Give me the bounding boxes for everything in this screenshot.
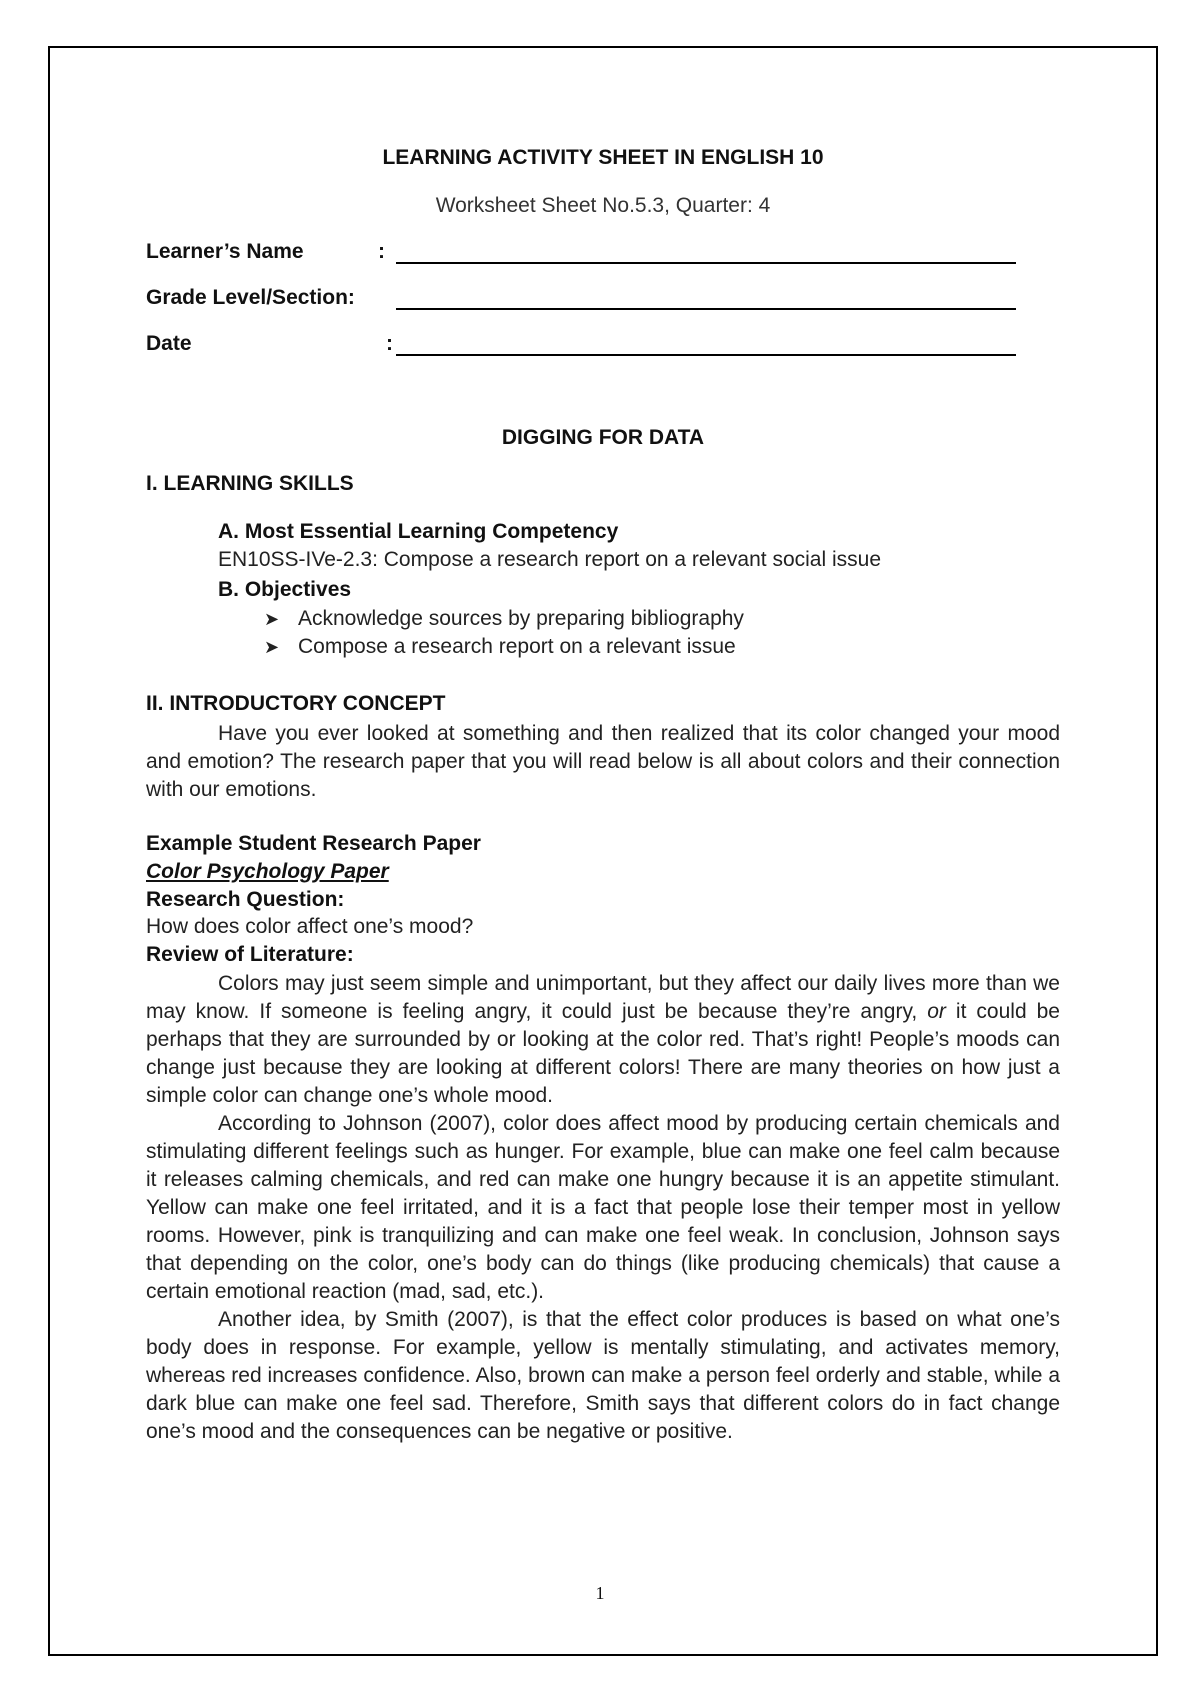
arrow-bullet-icon: ➤ <box>264 609 280 629</box>
grade-section-label: Grade Level/Section: <box>146 286 355 309</box>
paper-label: Example Student Research Paper <box>146 832 481 855</box>
paper-title: Color Psychology Paper <box>146 860 389 883</box>
page-number: 1 <box>595 1583 605 1603</box>
worksheet-subtitle: Worksheet Sheet No.5.3, Quarter: 4 <box>435 194 771 217</box>
objectives-heading: B. Objectives <box>218 578 352 601</box>
competency-heading: A. Most Essential Learning Competency <box>218 520 619 543</box>
date-label: Date <box>146 332 192 355</box>
review-paragraph-1: Colors may just seem simple and unimportant, but they affect our daily lives more than we may know. If someone is feeling angry, it could just be because they’re angry, or it could be perhaps that they are surrounded by or looking at the color red. That’s right! People’s moods can change just because they are looking at different colors! There are many theories on how just a simple color can change one’s whole mood. <box>146 972 1060 1107</box>
review-body <box>146 970 1060 1446</box>
review-paragraph-2: According to Johnson (2007), color does affect mood by producing certain chemicals and stimulating different feelings such as hunger. For example, blue can make one feel calm because it releases calming chemicals, and red can make one hungry because it is an appetite stimulant. Yellow can make one feel irritated, and it is a fact that people lose their temper most in yellow rooms. However, pink is tranquilizing and can make one feel weak. In conclusion, Johnson says that depending on the color, one’s body can do things (like producing chemicals) that cause a certain emotional reaction (mad, sad, etc.). <box>146 1112 1060 1303</box>
grade-section-field <box>146 286 355 310</box>
introductory-concept-heading: II. INTRODUCTORY CONCEPT <box>146 692 446 715</box>
date-blank[interactable] <box>396 354 1016 356</box>
learner-name-field <box>146 240 385 264</box>
activity-title: DIGGING FOR DATA <box>501 426 705 449</box>
objective-item: ➤ Compose a research report on a relevant issue <box>264 635 736 658</box>
grade-section-blank[interactable] <box>396 308 1016 310</box>
research-question-label: Research Question: <box>146 888 345 911</box>
review-paragraph-3: Another idea, by Smith (2007), is that the effect color produces is based on what one’s body does in response. For example, yellow is mentally stimulating, and activates memory, whereas red increases confidence. Also, brown can make a person feel orderly and stable, while a dark blue can make one feel sad. Therefore, Smith says that different colors do in fact change one’s mood and the consequences can be negative or positive. <box>146 1308 1060 1443</box>
arrow-bullet-icon: ➤ <box>264 637 280 657</box>
review-label: Review of Literature: <box>146 943 354 966</box>
research-question-text: How does color affect one’s mood? <box>146 915 474 938</box>
worksheet-title: LEARNING ACTIVITY SHEET IN ENGLISH 10 <box>382 146 824 169</box>
objective-item: ➤ Acknowledge sources by preparing bibliography <box>264 607 744 630</box>
date-colon: : <box>386 332 393 355</box>
learner-name-colon: : <box>378 240 385 263</box>
learner-name-label: Learner’s Name <box>146 240 304 263</box>
learning-skills-heading: I. LEARNING SKILLS <box>146 472 354 495</box>
learner-name-blank[interactable] <box>396 262 1016 264</box>
competency-text: EN10SS-IVe-2.3: Compose a research report on a relevant social issue <box>218 548 882 571</box>
date-field <box>146 332 393 356</box>
intro-paragraph: Have you ever looked at something and then realized that its color changed your mood and emotion? The research paper that you will read below is all about colors and their connection with our emotions. <box>146 722 1060 801</box>
